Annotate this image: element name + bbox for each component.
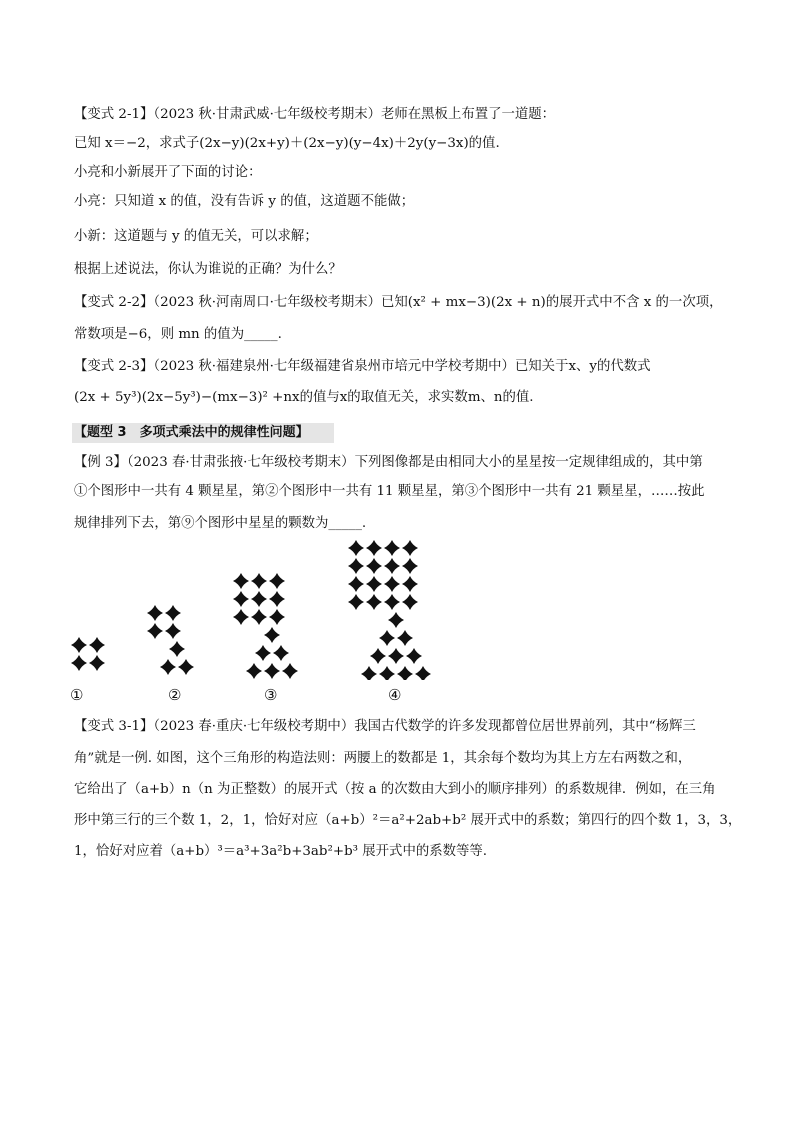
text-line: 1，恰好对应着（a+b）³＝a³+3a²b+3ab²+b³ 展开式中的系数等等. bbox=[74, 844, 488, 859]
star-icon bbox=[402, 540, 418, 556]
star-icon bbox=[384, 594, 400, 610]
star-icon bbox=[89, 637, 105, 653]
star-icon bbox=[251, 609, 267, 625]
star-icon bbox=[147, 605, 163, 621]
star-icon bbox=[178, 659, 194, 675]
text-line: 【变式 2-3】（2023 秋·福建泉州·七年级福建省泉州市培元中学校考期中）已知关于x、y的代数式 bbox=[74, 359, 651, 374]
star-icon bbox=[384, 540, 400, 556]
star-icon bbox=[348, 540, 364, 556]
figure-label-4: ④ bbox=[388, 686, 402, 704]
text-line: 【变式 3-1】（2023 春·重庆·七年级校考期中）我国古代数学的许多发现都曾位居世界前列，其中“杨辉三 bbox=[74, 719, 696, 734]
text-line: 常数项是−6，则 mn 的值为_____. bbox=[74, 327, 282, 342]
star-icon bbox=[165, 605, 181, 621]
star-figure-3 bbox=[232, 572, 312, 680]
star-icon bbox=[264, 627, 280, 643]
star-icon bbox=[366, 576, 382, 592]
star-figure-2 bbox=[146, 604, 208, 680]
star-icon bbox=[415, 666, 431, 680]
star-icon bbox=[273, 645, 289, 661]
star-icon bbox=[379, 666, 395, 680]
text-line: 角”就是一例. 如图，这个三角形的构造法则：两腰上的数都是 1，其余每个数均为其上方左右两数之和， bbox=[74, 751, 692, 766]
star-icon bbox=[147, 623, 163, 639]
star-icon bbox=[348, 558, 364, 574]
text-line: 它给出了（a+b）n（n 为正整数）的展开式（按 a 的次数由大到小的顺序排列）的系数规律．例如，在三角 bbox=[74, 782, 716, 797]
text-line: 【变式 2-1】（2023 秋·甘肃武威·七年级校考期末）老师在黑板上布置了一道题： bbox=[74, 107, 556, 122]
section-heading: 【题型 3 多项式乘法中的规律性问题】 bbox=[72, 423, 334, 443]
star-icon bbox=[366, 594, 382, 610]
star-icon bbox=[165, 623, 181, 639]
star-icon bbox=[384, 576, 400, 592]
star-icon bbox=[246, 663, 262, 679]
star-figure-4 bbox=[347, 539, 445, 680]
star-icon bbox=[402, 558, 418, 574]
star-icon bbox=[406, 648, 422, 664]
star-icon bbox=[71, 655, 87, 671]
text-line: 已知 x＝−2，求式子(2x−y)(2x+y)＋(2x−y)(y−4x)＋2y(y−3x)的值. bbox=[74, 136, 500, 151]
text-line: (2x + 5y³)(2x−5y³)−(mx−3)² +nx的值与x的取值无关，求实数m、n的值. bbox=[74, 390, 534, 405]
text-line: ①个图形中一共有 4 颗星星，第②个图形中一共有 11 颗星星，第③个图形中一共有 21 颗星星，……按此 bbox=[74, 484, 705, 499]
star-icon bbox=[388, 612, 404, 628]
star-figure-1 bbox=[70, 636, 114, 680]
star-icon bbox=[348, 576, 364, 592]
star-icon bbox=[397, 666, 413, 680]
star-icon bbox=[233, 573, 249, 589]
star-icon bbox=[384, 558, 400, 574]
star-icon bbox=[233, 609, 249, 625]
star-icon bbox=[160, 659, 176, 675]
star-icon bbox=[71, 637, 87, 653]
star-icon bbox=[282, 663, 298, 679]
figure-label-1: ① bbox=[70, 686, 84, 704]
star-icon bbox=[370, 648, 386, 664]
figure-label-2: ② bbox=[168, 686, 182, 704]
star-icon bbox=[402, 594, 418, 610]
text-line: 小亮和小新展开了下面的讨论： bbox=[74, 165, 262, 180]
star-icon bbox=[269, 609, 285, 625]
star-icon bbox=[269, 573, 285, 589]
text-line: 小新：这道题与 y 的值无关，可以求解； bbox=[74, 229, 318, 244]
text-line: 根据上述说法，你认为谁说的正确？为什么？ bbox=[74, 262, 342, 277]
star-icon bbox=[269, 591, 285, 607]
text-line: 形中第三行的三个数 1，2，1，恰好对应（a+b）²＝a²+2ab+b² 展开式中的系数；第四行的四个数 1，3，3， bbox=[74, 813, 742, 828]
star-icon bbox=[397, 630, 413, 646]
text-line: 【例 3】（2023 春·甘肃张掖·七年级校考期末）下列图像都是由相同大小的星星按一定规律组成的，其中第 bbox=[74, 455, 703, 470]
star-icon bbox=[348, 594, 364, 610]
star-icon bbox=[251, 573, 267, 589]
star-icon bbox=[169, 641, 185, 657]
star-icon bbox=[361, 666, 377, 680]
star-icon bbox=[233, 591, 249, 607]
star-icon bbox=[264, 663, 280, 679]
text-line: 规律排列下去，第⑨个图形中星星的颗数为_____. bbox=[74, 516, 367, 531]
text-line: 小亮：只知道 x 的值，没有告诉 y 的值，这道题不能做； bbox=[74, 194, 415, 209]
star-icon bbox=[366, 540, 382, 556]
figure-label-3: ③ bbox=[264, 686, 278, 704]
star-icon bbox=[251, 591, 267, 607]
star-icon bbox=[89, 655, 105, 671]
star-icon bbox=[402, 576, 418, 592]
star-icon bbox=[255, 645, 271, 661]
star-icon bbox=[379, 630, 395, 646]
star-icon bbox=[366, 558, 382, 574]
text-line: 【变式 2-2】（2023 秋·河南周口·七年级校考期末）已知(x² + mx−3)(2x + n)的展开式中不含 x 的一次项， bbox=[74, 295, 723, 310]
star-icon bbox=[388, 648, 404, 664]
